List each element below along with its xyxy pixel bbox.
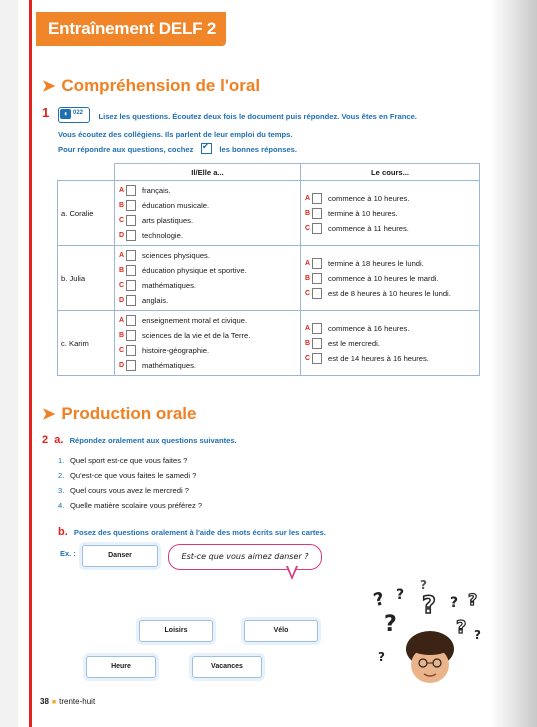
answer-option[interactable] xyxy=(301,271,479,286)
question-number: 4. xyxy=(58,501,65,510)
option-letter: A xyxy=(118,252,124,259)
answer-option[interactable] xyxy=(301,191,479,206)
page-footer xyxy=(40,697,95,706)
option-text: commence à 16 heures. xyxy=(328,323,410,333)
exercise-1-answer-instruction xyxy=(58,139,297,157)
option-text: histoire-géographie. xyxy=(142,346,210,355)
answer-option[interactable] xyxy=(115,313,300,328)
option-text: sciences de la vie et de la Terre. xyxy=(142,331,251,340)
option-letter: B xyxy=(304,209,310,217)
question-marks-illustration xyxy=(370,575,492,683)
question-mark-icon: ? xyxy=(450,595,459,611)
answer-option[interactable] xyxy=(115,328,300,343)
col-header-time: Le cours... xyxy=(301,164,480,181)
table-row xyxy=(58,181,480,246)
option-letter: D xyxy=(118,232,124,239)
answer-checkbox[interactable] xyxy=(126,200,136,211)
word-card-loisirs: Loisirs xyxy=(139,620,213,642)
answer-option[interactable] xyxy=(301,336,479,351)
answer-checkbox[interactable] xyxy=(312,323,322,334)
chevron-arrow-icon: ➤ xyxy=(42,78,56,95)
option-text: éducation musicale. xyxy=(142,201,210,210)
option-letter: A xyxy=(118,317,124,324)
instruction-after-check: les bonnes réponses. xyxy=(219,145,298,154)
option-text: anglais. xyxy=(142,296,169,305)
option-letter: A xyxy=(118,187,124,194)
question-mark-icon: ? xyxy=(371,588,387,612)
option-text: est de 8 heures à 10 heures le lundi. xyxy=(328,288,451,298)
section-title-text: Production orale xyxy=(61,404,197,423)
exercise-1-instructions xyxy=(58,106,490,142)
answer-checkbox[interactable] xyxy=(312,273,322,284)
exercise-number: 2 xyxy=(42,434,49,446)
question-mark-icon: ? xyxy=(468,590,478,609)
list-item xyxy=(58,453,202,468)
option-letter: C xyxy=(118,217,124,224)
col-header-subject: Il/Elle a... xyxy=(115,164,301,181)
subject-options-cell xyxy=(115,181,301,246)
page-left-edge xyxy=(0,0,18,727)
page-number: 38 xyxy=(40,697,49,706)
section-title-comprehension xyxy=(42,76,260,96)
answer-checkbox[interactable] xyxy=(126,280,136,291)
part-b-instruction: Posez des questions oralement à l'aide des mots écrits sur les cartes. xyxy=(73,528,326,537)
question-number: 3. xyxy=(58,486,65,495)
section-title-text: Compréhension de l'oral xyxy=(61,76,261,95)
option-text: commence à 10 heures le mardi. xyxy=(328,273,439,283)
answer-checkbox[interactable] xyxy=(312,288,322,299)
table-row xyxy=(58,246,480,311)
student-name: b. Julia xyxy=(58,246,115,311)
table-row xyxy=(58,311,480,376)
answer-option[interactable] xyxy=(115,228,300,243)
answer-option[interactable] xyxy=(301,321,479,336)
answer-checkbox[interactable] xyxy=(126,215,136,226)
answer-checkbox[interactable] xyxy=(126,230,136,241)
time-options-cell xyxy=(301,246,480,311)
instruction-line-2: Vous écoutez des collégiens. Ils parlent de leur emploi du temps. xyxy=(58,130,293,139)
option-letter: A xyxy=(304,194,310,202)
exercise-2b-heading xyxy=(58,526,326,538)
time-options-cell xyxy=(301,181,480,246)
answer-checkbox[interactable] xyxy=(126,330,136,341)
page-header-tab: Entraînement DELF 2 xyxy=(36,12,226,46)
student-name: a. Coralie xyxy=(58,181,115,246)
exercise-number-1 xyxy=(42,104,49,122)
speech-bubble-tail-fill xyxy=(288,566,296,576)
question-mark-icon: ? xyxy=(456,617,467,638)
option-text: commence à 10 heures. xyxy=(328,193,410,203)
answer-option[interactable] xyxy=(115,183,300,198)
question-list xyxy=(58,453,202,513)
footer-dot-icon: ■ xyxy=(51,699,57,706)
subject-options-cell xyxy=(115,311,301,376)
option-letter: B xyxy=(118,202,124,209)
question-number: 1. xyxy=(58,456,65,465)
option-text: français. xyxy=(142,186,171,195)
question-mark-icon: ? xyxy=(378,650,385,664)
option-letter: B xyxy=(304,339,310,347)
option-text: est de 14 heures à 16 heures. xyxy=(328,353,429,363)
option-letter: D xyxy=(118,362,124,369)
instruction-line-1: Lisez les questions. Écoutez deux fois le document puis répondez. Vous êtes en France. xyxy=(98,112,417,121)
answer-checkbox[interactable] xyxy=(126,185,136,196)
list-item xyxy=(58,483,202,498)
option-letter: C xyxy=(304,224,310,232)
question-mark-icon: ? xyxy=(384,612,397,637)
margin-rule xyxy=(29,0,32,727)
option-text: sciences physiques. xyxy=(142,251,210,260)
answer-option[interactable] xyxy=(301,351,479,366)
exercise-number: 1 xyxy=(42,105,50,120)
option-letter: C xyxy=(304,354,310,362)
answer-checkbox[interactable] xyxy=(126,360,136,371)
question-mark-icon: ? xyxy=(420,578,427,592)
word-card-velo: Vélo xyxy=(244,620,318,642)
list-item xyxy=(58,498,202,513)
question-text: Quel sport est-ce que vous faites ? xyxy=(70,456,188,465)
question-text: Quelle matière scolaire vous préférez ? xyxy=(70,501,203,510)
answer-option[interactable] xyxy=(301,221,479,236)
option-letter: B xyxy=(118,267,124,274)
instruction-before-check: Pour répondre aux questions, cochez xyxy=(58,145,194,154)
checkmark-icon xyxy=(201,143,212,154)
answer-checkbox[interactable] xyxy=(312,353,322,364)
option-text: termine à 10 heures. xyxy=(328,208,398,218)
list-item xyxy=(58,468,202,483)
answer-checkbox[interactable] xyxy=(126,295,136,306)
audio-ear-icon: ◖ xyxy=(60,109,71,119)
option-text: arts plastiques. xyxy=(142,216,194,225)
question-mark-icon: ? xyxy=(474,628,481,642)
option-letter: B xyxy=(118,332,124,339)
part-letter: a. xyxy=(54,434,64,446)
question-text: Qu'est-ce que vous faites le samedi ? xyxy=(70,471,197,480)
time-options-cell xyxy=(301,311,480,376)
option-text: enseignement moral et civique. xyxy=(142,316,248,325)
word-card-vacances: Vacances xyxy=(192,656,262,678)
answer-checkbox[interactable] xyxy=(312,208,322,219)
word-card-heure: Heure xyxy=(86,656,156,678)
answer-checkbox[interactable] xyxy=(126,315,136,326)
page-number-words: trente-huit xyxy=(59,697,96,706)
audio-track-badge[interactable] xyxy=(58,107,90,123)
section-title-production xyxy=(42,404,196,424)
answer-checkbox[interactable] xyxy=(312,193,322,204)
part-a-instruction: Répondez oralement aux questions suivantes. xyxy=(69,436,237,445)
answer-option[interactable] xyxy=(115,198,300,213)
option-letter: D xyxy=(118,297,124,304)
option-letter: C xyxy=(118,347,124,354)
option-text: est le mercredi. xyxy=(328,338,380,348)
answer-checkbox[interactable] xyxy=(126,345,136,356)
question-number: 2. xyxy=(58,471,65,480)
option-letter: C xyxy=(304,289,310,297)
answer-checkbox[interactable] xyxy=(126,250,136,261)
word-card-example: Danser xyxy=(82,545,158,567)
answer-option[interactable] xyxy=(301,206,479,221)
answer-option[interactable] xyxy=(115,263,300,278)
question-mark-icon: ? xyxy=(396,587,405,603)
option-text: mathématiques. xyxy=(142,281,197,290)
exercise-2a-heading xyxy=(42,434,237,446)
question-text: Quel cours vous avez le mercredi ? xyxy=(70,486,190,495)
answer-option[interactable] xyxy=(301,286,479,301)
chevron-arrow-icon: ➤ xyxy=(42,406,56,423)
subject-options-cell xyxy=(115,246,301,311)
answer-option[interactable] xyxy=(115,248,300,263)
question-mark-icon: ? xyxy=(422,591,436,619)
option-letter: A xyxy=(304,259,310,267)
answer-option[interactable] xyxy=(115,278,300,293)
option-text: éducation physique et sportive. xyxy=(142,266,247,275)
answer-checkbox[interactable] xyxy=(312,223,322,234)
example-label: Ex. : xyxy=(60,549,76,558)
option-text: mathématiques. xyxy=(142,361,197,370)
option-text: technologie. xyxy=(142,231,183,240)
option-text: termine à 18 heures le lundi. xyxy=(328,258,424,268)
audio-track-number: 022 xyxy=(73,109,84,116)
table-corner xyxy=(58,164,115,181)
answer-option[interactable] xyxy=(115,358,300,373)
answer-checkbox[interactable] xyxy=(312,338,322,349)
answer-option[interactable] xyxy=(115,293,300,308)
student-name: c. Karim xyxy=(58,311,115,376)
option-letter: A xyxy=(304,324,310,332)
answer-option[interactable] xyxy=(115,213,300,228)
option-letter: B xyxy=(304,274,310,282)
page-fold-shadow xyxy=(491,0,537,727)
question-table xyxy=(57,163,480,376)
answer-checkbox[interactable] xyxy=(126,265,136,276)
part-letter: b. xyxy=(58,526,68,538)
option-letter: C xyxy=(118,282,124,289)
answer-option[interactable] xyxy=(301,256,479,271)
answer-checkbox[interactable] xyxy=(312,258,322,269)
answer-option[interactable] xyxy=(115,343,300,358)
option-text: commence à 11 heures. xyxy=(328,223,409,233)
speech-bubble: Est-ce que vous aimez danser ? xyxy=(168,544,322,570)
